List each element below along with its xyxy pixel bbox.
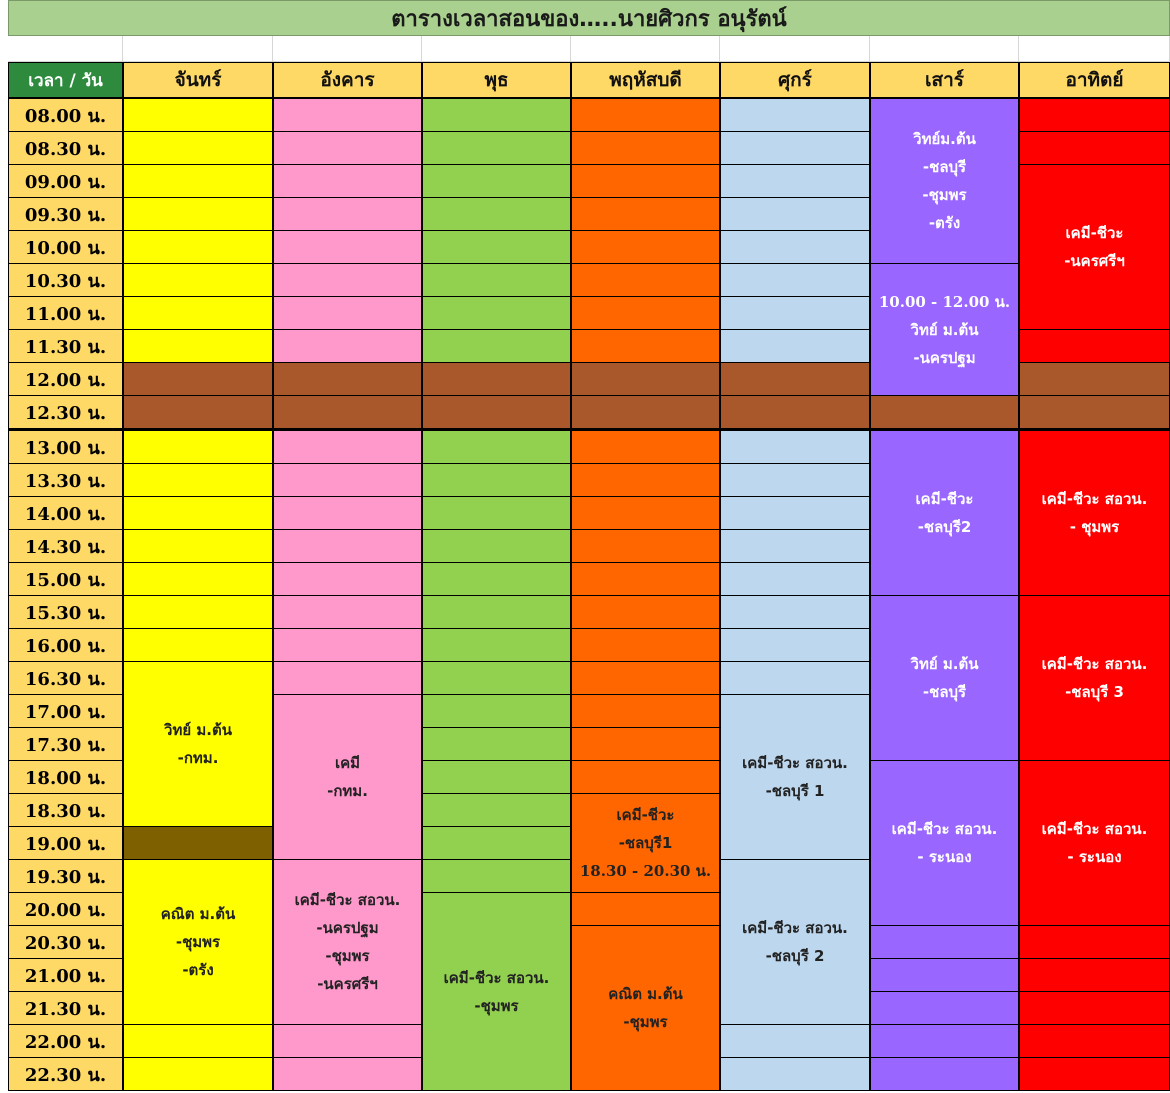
schedule-cell [1019,329,1170,363]
time-label: 18.30 น. [8,793,123,827]
time-label: 15.00 น. [8,562,123,596]
schedule-cell [123,164,273,198]
class-block [720,859,870,1025]
schedule-cell [1019,991,1170,1025]
schedule-cell [720,329,870,363]
schedule-cell [123,296,273,330]
schedule-cell [123,131,273,165]
schedule-cell [422,694,571,728]
lunch-break-cell [422,395,571,429]
lunch-break-cell [123,362,273,396]
lunch-break-cell [571,395,720,429]
time-label: 12.30 น. [8,395,123,429]
blank-cell [1019,36,1170,62]
time-label: 21.30 น. [8,991,123,1025]
schedule-cell [720,463,870,497]
schedule-cell [422,826,571,860]
class-line: -ชลบุรี [922,683,967,701]
time-label: 18.00 น. [8,760,123,794]
class-block [123,661,273,827]
schedule-cell [422,230,571,264]
schedule-cell [571,628,720,662]
lunch-break-cell [1019,362,1170,396]
class-block [870,263,1019,396]
class-line: -ชลบุรี1 [618,834,673,852]
class-line: -ตรัง [182,961,214,979]
time-label: 08.30 น. [8,131,123,165]
time-label: 16.00 น. [8,628,123,662]
schedule-cell [422,562,571,596]
schedule-cell [870,925,1019,959]
schedule-cell [422,661,571,695]
schedule-cell [571,727,720,761]
day-header: อาทิตย์ [1019,62,1170,98]
schedule-cell [720,296,870,330]
class-line: -ชลบุรี2 [917,518,972,536]
class-line: -ชลบุรี 3 [1065,683,1124,701]
class-line: -กทม. [177,749,219,767]
day-header: อังคาร [273,62,422,98]
schedule-cell [273,661,422,695]
class-line: -ตรัง [928,214,961,232]
blank-cell [720,36,870,62]
schedule-cell [720,1057,870,1091]
schedule-cell [720,263,870,297]
schedule-cell [720,98,870,132]
schedule-cell [273,430,422,464]
schedule-cell [720,164,870,198]
class-line: -ชุมพร [474,996,519,1015]
class-block [870,595,1019,761]
schedule-cell [422,727,571,761]
schedule-cell [422,529,571,563]
class-block [1019,760,1170,926]
break-block [123,826,273,860]
time-label: 14.30 น. [8,529,123,563]
schedule-cell [720,562,870,596]
schedule-cell [870,1057,1019,1091]
class-line: 18.30 - 20.30 น. [579,862,712,880]
time-label: 22.30 น. [8,1057,123,1091]
class-line: วิทย์ ม.ต้น [910,655,979,673]
class-line: -นครศรีฯ [1064,252,1125,270]
time-label: 20.00 น. [8,892,123,926]
schedule-cell [571,496,720,530]
schedule-cell [422,595,571,629]
class-line: - ระนอง [917,848,972,866]
schedule-cell [123,595,273,629]
schedule-cell [1019,1024,1170,1058]
time-label: 08.00 น. [8,98,123,132]
schedule-cell [720,1024,870,1058]
blank-cell [123,36,273,62]
schedule-cell [422,760,571,794]
class-line: เคมี-ชีวะ สอวน. [1041,655,1148,673]
blank-cell [8,36,123,62]
class-line: - ระนอง [1067,848,1122,866]
class-block [123,859,273,1025]
class-line: -ชุมพร [623,1013,668,1031]
time-label: 09.30 น. [8,197,123,231]
schedule-cell [571,661,720,695]
schedule-cell [571,197,720,231]
schedule-cell [720,430,870,464]
day-header: ศุกร์ [720,62,870,98]
blank-cell [571,36,720,62]
class-line: -นครปฐม [316,919,379,937]
schedule-cell [422,859,571,893]
schedule-cell [571,760,720,794]
schedule-cell [123,562,273,596]
schedule-cell [571,595,720,629]
schedule-cell [1019,131,1170,165]
time-label: 13.00 น. [8,430,123,464]
class-line: -ชลบุรี 2 [765,947,825,965]
schedule-cell [273,164,422,198]
class-line: เคมี-ชีวะ สอวน. [891,820,998,838]
schedule-cell [571,164,720,198]
class-block [870,430,1019,596]
lunch-break-cell [720,395,870,429]
schedule-cell [273,463,422,497]
time-label: 10.00 น. [8,230,123,264]
schedule-cell [571,892,720,926]
class-line: วิทย์ ม.ต้น [910,320,979,339]
schedule-cell [422,164,571,198]
schedule-cell [870,1024,1019,1058]
class-line: -ชลบุรี [922,158,967,176]
corner-header: เวลา / วัน [8,62,123,98]
schedule-cell [720,595,870,629]
class-block [870,760,1019,926]
schedule-cell [273,529,422,563]
schedule-cell [123,628,273,662]
class-line: เคมี-ชีวะ สอวน. [742,919,848,937]
schedule-cell [273,230,422,264]
class-line: -ชุมพร [922,186,967,204]
class-block [870,98,1019,264]
class-block [1019,595,1170,761]
time-label: 19.00 น. [8,826,123,860]
time-label: 15.30 น. [8,595,123,629]
schedule-cell [720,197,870,231]
time-label: 17.00 น. [8,694,123,728]
schedule-cell [720,230,870,264]
schedule-cell [571,296,720,330]
schedule-cell [870,958,1019,992]
schedule-cell [571,694,720,728]
class-block [273,694,422,860]
class-line: -นครปฐม [913,348,976,367]
schedule-cell [273,296,422,330]
schedule-cell [422,793,571,827]
time-label: 13.30 น. [8,463,123,497]
schedule-cell [422,131,571,165]
schedule-cell [422,430,571,464]
time-label: 20.30 น. [8,925,123,959]
schedule-cell [720,529,870,563]
schedule-cell [422,628,571,662]
time-label: 14.00 น. [8,496,123,530]
lunch-break-cell [571,362,720,396]
class-line: คณิต ม.ต้น [160,905,236,923]
schedule-cell [422,329,571,363]
schedule-cell [571,131,720,165]
time-label: 11.00 น. [8,296,123,330]
schedule-cell [123,1024,273,1058]
schedule-cell [720,628,870,662]
schedule-cell [422,296,571,330]
class-block [273,859,422,1025]
lunch-break-cell [422,362,571,396]
class-line: -ชุมพร [325,947,370,965]
class-block [571,925,720,1091]
schedule-title-banner [8,0,1170,36]
schedule-cell [1019,925,1170,959]
class-line: -นครศรีฯ [317,975,378,993]
class-line: -ชลบุรี 1 [765,782,825,800]
schedule-cell [422,197,571,231]
schedule-cell [1019,1057,1170,1091]
blank-cell [273,36,422,62]
day-header: จันทร์ [123,62,273,98]
schedule-cell [123,463,273,497]
blank-cell [422,36,571,62]
time-label: 16.30 น. [8,661,123,695]
schedule-cell [273,595,422,629]
lunch-break-cell [720,362,870,396]
schedule-cell [571,263,720,297]
lunch-break-cell [1019,395,1170,429]
schedule-cell [273,1057,422,1091]
schedule-cell [571,463,720,497]
schedule-cell [123,98,273,132]
time-label: 10.30 น. [8,263,123,297]
lunch-break-cell [273,362,422,396]
class-line: เคมี-ชีวะ สอวน. [1041,490,1148,508]
schedule-cell [422,263,571,297]
schedule-cell [273,197,422,231]
class-block [422,892,571,1091]
schedule-cell [123,430,273,464]
time-label: 17.30 น. [8,727,123,761]
schedule-cell [123,197,273,231]
time-label: 22.00 น. [8,1024,123,1058]
class-line: -ชุมพร [175,933,221,951]
schedule-cell [720,131,870,165]
schedule-cell [422,496,571,530]
class-block [1019,164,1170,330]
schedule-cell [422,463,571,497]
schedule-cell [123,529,273,563]
lunch-break-cell [273,395,422,429]
class-line: คณิต ม.ต้น [608,985,683,1003]
class-line: เคมี-ชีวะ สอวน. [443,968,550,987]
schedule-cell [273,329,422,363]
time-label: 19.30 น. [8,859,123,893]
schedule-cell [571,98,720,132]
schedule-title: ตารางเวลาสอนของ…..นายศิวกร อนุรัตน์ [391,6,787,32]
time-label: 21.00 น. [8,958,123,992]
schedule-cell [571,230,720,264]
lunch-break-cell [870,395,1019,429]
schedule-cell [273,628,422,662]
schedule-cell [273,263,422,297]
schedule-cell [870,991,1019,1025]
schedule-cell [123,263,273,297]
class-line: เคมี-ชีวะ สอวน. [294,891,401,909]
schedule-cell [571,430,720,464]
schedule-cell [1019,98,1170,132]
class-line: เคมี-ชีวะ [1065,224,1124,242]
time-label: 11.30 น. [8,329,123,363]
day-header: พุธ [422,62,571,98]
day-header: เสาร์ [870,62,1019,98]
schedule-cell [123,230,273,264]
schedule-cell [273,131,422,165]
class-line: เคมี-ชีวะ สอวน. [1041,820,1148,838]
time-label: 12.00 น. [8,362,123,396]
day-header: พฤหัสบดี [571,62,720,98]
schedule-cell [571,529,720,563]
class-line: 10.00 - 12.00 น. [878,292,1011,311]
schedule-cell [273,1024,422,1058]
schedule-cell [571,562,720,596]
schedule-cell [273,562,422,596]
schedule-cell [123,329,273,363]
class-block [571,793,720,893]
class-line: เคมี [334,754,361,772]
schedule-cell [123,1057,273,1091]
class-line: วิทย์ ม.ต้น [164,721,232,739]
schedule-cell [123,496,273,530]
schedule-cell [273,98,422,132]
class-line: -กทม. [327,782,368,800]
lunch-break-cell [123,395,273,429]
schedule-cell [1019,958,1170,992]
blank-cell [870,36,1019,62]
schedule-cell [422,98,571,132]
schedule-cell [571,329,720,363]
class-block [720,694,870,860]
class-line: เคมี-ชีวะ [915,490,974,508]
schedule-cell [720,496,870,530]
lunch-separator [8,428,1170,431]
class-block [1019,430,1170,596]
class-line: วิทย์ม.ต้น [913,130,976,148]
time-label: 09.00 น. [8,164,123,198]
schedule-cell [720,661,870,695]
class-line: - ชุมพร [1069,518,1120,536]
class-line: เคมี-ชีวะ สอวน. [742,754,848,772]
schedule-cell [273,496,422,530]
class-line: เคมี-ชีวะ [616,806,675,824]
